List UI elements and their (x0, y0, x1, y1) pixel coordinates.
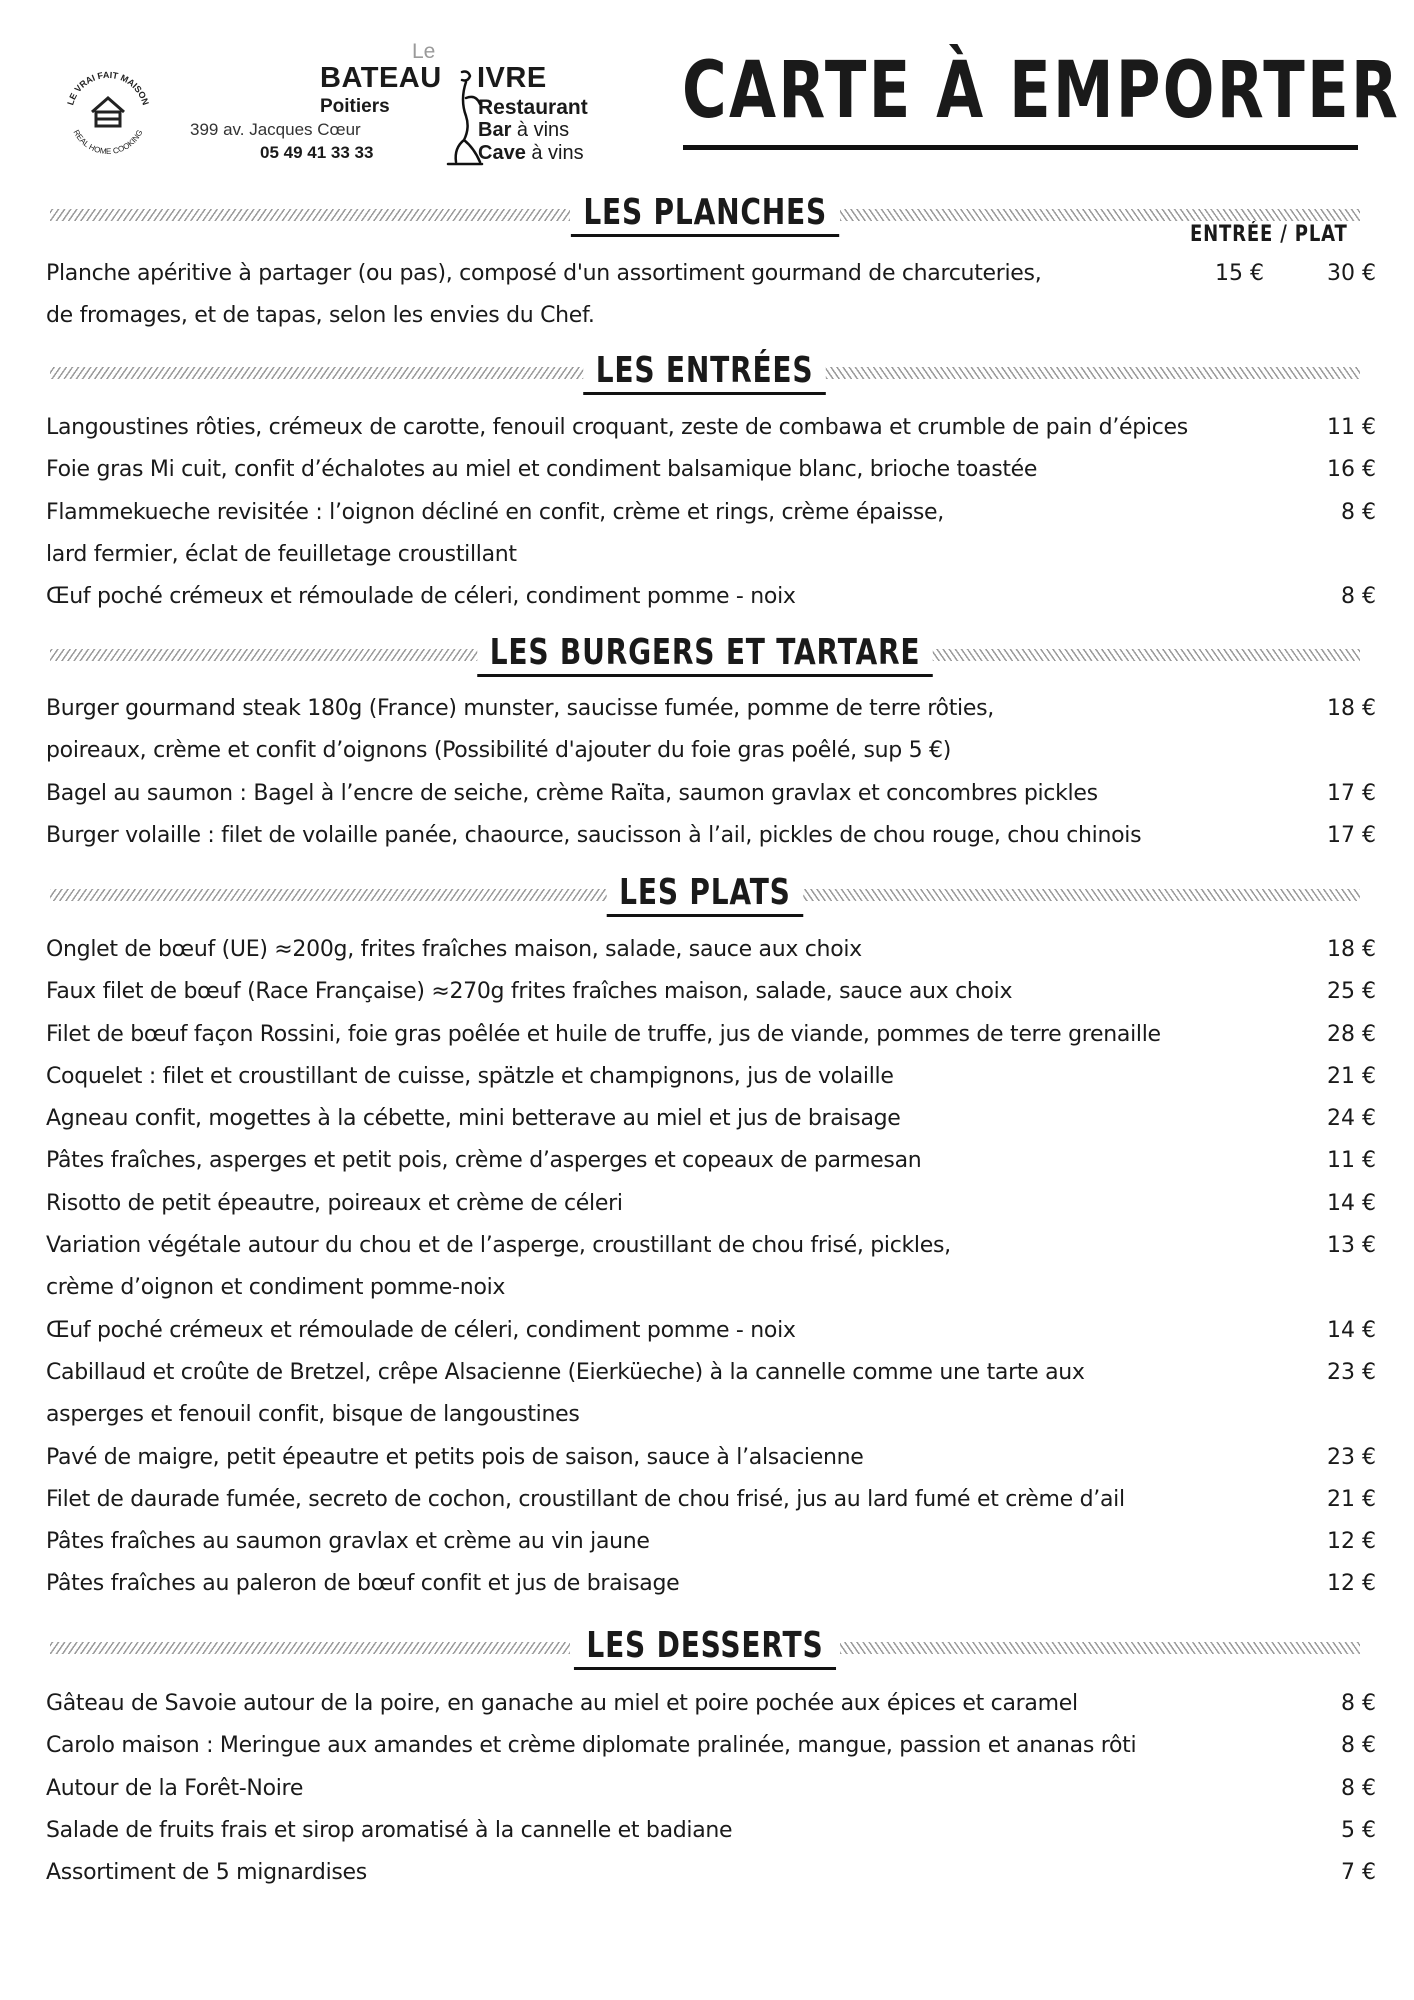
item-name: Autour de la Forêt-Noire (46, 1775, 304, 1801)
item-price: 18 € (1327, 696, 1376, 721)
item-price: 14 € (1327, 1190, 1376, 1216)
item-name: Pâtes fraîches au saumon gravlax et crème au vin jaune (46, 1529, 650, 1555)
brand-bar-line (478, 119, 569, 142)
section-header-entrees (50, 350, 1360, 398)
item-price: 7 € (1341, 1860, 1376, 1886)
list-entrees (46, 407, 1376, 618)
item-price: 12 € (1327, 1571, 1376, 1597)
house-icon (92, 98, 124, 126)
item-name: Foie gras Mi cuit, confit d’échalotes au miel et condiment balsamique blanc, brioche toastée (46, 457, 1038, 483)
svg-text:LE VRAI FAIT MAISON (65, 70, 151, 106)
list-item (46, 1183, 1376, 1225)
item-price: 24 € (1327, 1106, 1376, 1132)
list-item (46, 1521, 1376, 1563)
list-item (46, 253, 1376, 338)
item-name: Onglet de bœuf (UE) ≈200g, frites fraîches maison, salade, sauce aux choix (46, 937, 862, 962)
item-price: 14 € (1327, 1317, 1376, 1343)
section-title-planches: LES PLANCHES (571, 192, 840, 237)
item-name: Coquelet : filet et croustillant de cuisse, spätzle et champignons, jus de volaille (46, 1063, 894, 1089)
section-title-desserts: LES DESSERTS (574, 1625, 836, 1670)
list-burgers (46, 688, 1376, 857)
item-name: Flammekueche revisitée : l’oignon décliné en confit, crème et rings, crème épaisse, (46, 499, 944, 525)
section-title-plats: LES PLATS (607, 872, 803, 917)
brand-phone: 05 49 41 33 33 (260, 143, 374, 162)
item-price-plat: 30 € (1327, 261, 1376, 286)
page-title: CARTE À EMPORTER (682, 46, 1401, 136)
list-item (46, 1225, 1376, 1310)
brand-bar-rest: à vins (511, 119, 570, 141)
list-item (46, 1683, 1376, 1725)
list-item (46, 1563, 1376, 1605)
item-price: 18 € (1327, 937, 1376, 962)
brand-cave-rest: à vins (525, 142, 584, 164)
item-name: Variation végétale autour du chou et de l’asperge, croustillant de chou frisé, pickles, (46, 1233, 951, 1259)
section-header-burgers (50, 632, 1360, 680)
item-name: Burger gourmand steak 180g (France) munster, saucisse fumée, pomme de terre rôties, (46, 696, 994, 721)
list-item (46, 971, 1376, 1013)
list-item (46, 1056, 1376, 1098)
item-price: 8 € (1341, 499, 1376, 525)
item-name: Risotto de petit épeautre, poireaux et crème de céleri (46, 1190, 623, 1216)
brand-ivre: IVRE (477, 62, 547, 94)
list-item (46, 1352, 1376, 1437)
item-name: Burger volaille : filet de volaille panée, chaource, saucisson à l’ail, pickles de chou rouge, chou chinois (46, 822, 1142, 848)
brand-le: Le (412, 40, 436, 63)
brand-city: Poitiers (320, 96, 390, 117)
list-item (46, 1852, 1376, 1894)
seal-text-top: LE VRAI FAIT MAISON (65, 69, 151, 107)
section-header-desserts (50, 1625, 1360, 1673)
item-price: 21 € (1327, 1063, 1376, 1089)
list-item (46, 1479, 1376, 1521)
list-item (46, 929, 1376, 971)
list-item (46, 449, 1376, 491)
item-price: 16 € (1327, 457, 1376, 483)
brand-address: 399 av. Jacques Cœur (190, 120, 361, 139)
item-name: Assortiment de 5 mignardises (46, 1860, 367, 1886)
section-title-burgers: LES BURGERS ET TARTARE (477, 632, 933, 677)
item-name: Pâtes fraîches, asperges et petit pois, crème d’asperges et copeaux de parmesan (46, 1148, 922, 1174)
item-price: 8 € (1341, 1733, 1376, 1759)
drunk-man-figure-icon (440, 68, 490, 168)
list-item (46, 492, 1376, 577)
brand-bateau: BATEAU (320, 62, 442, 94)
section-title-entrees: LES ENTRÉES (584, 350, 827, 395)
list-item (46, 1437, 1376, 1479)
list-item (46, 407, 1376, 449)
list-item (46, 1014, 1376, 1056)
item-price-entree: 15 € (1215, 261, 1264, 286)
section-header-planches (50, 192, 1360, 240)
item-price: 17 € (1327, 780, 1376, 806)
item-price: 23 € (1327, 1444, 1376, 1470)
item-name: Salade de fruits frais et sirop aromatisé à la cannelle et badiane (46, 1817, 733, 1843)
list-item (46, 688, 1376, 773)
list-plats (46, 929, 1376, 1606)
item-name: Agneau confit, mogettes à la cébette, mini betterave au miel et jus de braisage (46, 1106, 901, 1132)
item-price: 8 € (1341, 1691, 1376, 1716)
item-name: Planche apéritive à partager (ou pas), composé d'un assortiment gourmand de charcuteries, (46, 261, 1042, 286)
item-name: Carolo maison : Meringue aux amandes et crème diplomate pralinée, mangue, passion et ananas rôti (46, 1733, 1137, 1759)
list-item (46, 815, 1376, 857)
item-name: Œuf poché crémeux et rémoulade de céleri, condiment pomme - noix (46, 584, 796, 610)
title-underline (683, 145, 1358, 150)
item-name: Faux filet de bœuf (Race Française) ≈270g frites fraîches maison, salade, sauce aux choix (46, 979, 1013, 1005)
item-price: 23 € (1327, 1359, 1376, 1385)
list-item (46, 773, 1376, 815)
list-planches (46, 253, 1376, 338)
brand-bar-bold: Bar (478, 119, 512, 141)
item-price: 21 € (1327, 1486, 1376, 1512)
list-item (46, 1140, 1376, 1182)
item-price: 12 € (1327, 1529, 1376, 1555)
item-price: 25 € (1327, 979, 1376, 1005)
item-price: 11 € (1327, 415, 1376, 440)
restaurant-brand-block (190, 40, 620, 170)
item-price: 8 € (1341, 584, 1376, 610)
item-price: 17 € (1327, 822, 1376, 848)
item-price: 11 € (1327, 1148, 1376, 1174)
item-price: 5 € (1341, 1817, 1376, 1843)
list-desserts (46, 1683, 1376, 1894)
list-item (46, 1098, 1376, 1140)
item-name: Langoustines rôties, crémeux de carotte, fenouil croquant, zeste de combawa et crumble de pain d’épices (46, 415, 1188, 440)
list-item (46, 576, 1376, 618)
item-name: Cabillaud et croûte de Bretzel, crêpe Alsacienne (Eierküeche) à la cannelle comme une tarte aux (46, 1359, 1085, 1385)
brand-cave-line (478, 142, 584, 165)
list-item (46, 1725, 1376, 1767)
item-name: Pavé de maigre, petit épeautre et petits pois de saison, sauce à l’alsacienne (46, 1444, 864, 1470)
list-item (46, 1768, 1376, 1810)
item-name-continued: asperges et fenouil confit, bisque de langoustines (46, 1402, 580, 1428)
seal-text-bottom: REAL HOME COOKING (71, 128, 145, 157)
item-price: 28 € (1327, 1021, 1376, 1047)
list-item (46, 1310, 1376, 1352)
brand-cave-bold: Cave (478, 142, 526, 164)
section-header-plats (50, 872, 1360, 920)
item-name-continued: lard fermier, éclat de feuilletage croustillant (46, 541, 517, 567)
svg-text:REAL HOME COOKING (72, 128, 145, 156)
item-price: 8 € (1341, 1775, 1376, 1801)
list-item (46, 1810, 1376, 1852)
item-name-continued: crème d’oignon et condiment pomme-noix (46, 1275, 506, 1301)
brand-restaurant: Restaurant (478, 96, 588, 119)
item-name: Gâteau de Savoie autour de la poire, en ganache au miel et poire pochée aux épices et caramel (46, 1691, 1078, 1716)
item-name: Filet de daurade fumée, secreto de cochon, croustillant de chou frisé, jus au lard fumé et crème d’ail (46, 1486, 1125, 1512)
column-header-entree-plat: ENTRÉE / PLAT (1190, 222, 1348, 247)
item-name: Œuf poché crémeux et rémoulade de céleri, condiment pomme - noix (46, 1317, 796, 1343)
item-name: Pâtes fraîches au paleron de bœuf confit et jus de braisage (46, 1571, 680, 1597)
home-cooking-seal-logo (58, 62, 158, 162)
item-name: Bagel au saumon : Bagel à l’encre de seiche, crème Raïta, saumon gravlax et concombres pickles (46, 780, 1098, 806)
item-name-continued: de fromages, et de tapas, selon les envies du Chef. (46, 303, 595, 329)
item-price: 13 € (1327, 1233, 1376, 1259)
item-name-continued: poireaux, crème et confit d’oignons (Possibilité d'ajouter du foie gras poêlé, sup 5 €) (46, 738, 951, 764)
item-name: Filet de bœuf façon Rossini, foie gras poêlée et huile de truffe, jus de viande, pommes de terre grenaille (46, 1021, 1161, 1047)
